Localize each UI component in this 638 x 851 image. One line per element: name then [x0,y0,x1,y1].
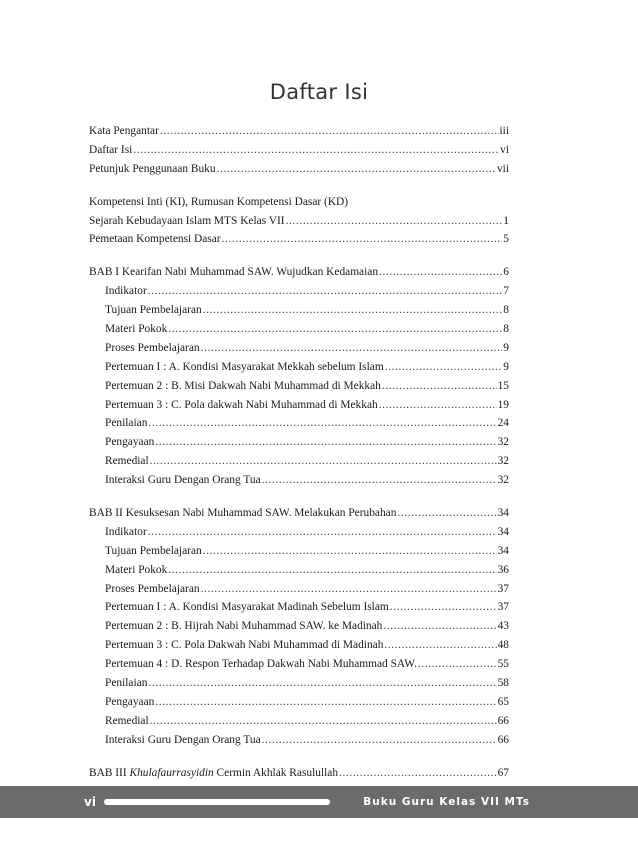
toc-entry-daftar-isi: Daftar Isi ..... vi [89,141,509,160]
toc-entry: Tujuan Pembelajaran ..... 8 [89,301,509,320]
toc-entry-petunjuk: Petunjuk Penggunaan Buku ..... vii [89,160,509,179]
toc-entry: Pertemuan 3 : C. Pola dakwah Nabi Muhammad di Mekkah ..... 19 [89,396,509,415]
toc-entry-bab-3: BAB III Khulafaurrasyidin Cermin Akhlak Rasulullah ..... 67 [89,764,509,783]
toc-entry: Interaksi Guru Dengan Orang Tua ..... 32 [89,471,509,490]
toc-entry: Pengayaan ..... 65 [89,693,509,712]
toc-entry: Remedial ..... 32 [89,452,509,471]
toc-entry: Pengayaan ..... 32 [89,433,509,452]
toc-entry: Tujuan Pembelajaran ..... 34 [89,542,509,561]
toc-entry-bab-1: BAB I Kearifan Nabi Muhammad SAW. Wujudkan Kedamaian ..... 6 [89,263,509,282]
table-of-contents [89,122,509,783]
toc-entry: Penilaian ..... 24 [89,414,509,433]
footer-decorative-bar [104,799,330,805]
footer-page-number: vi [84,795,96,809]
toc-entry: Pertemuan I : A. Kondisi Masyarakat Mekkah sebelum Islam ..... 9 [89,358,509,377]
toc-entry: Pertemuan I : A. Kondisi Masyarakat Madinah Sebelum Islam ..... 37 [89,598,509,617]
footer-book-title: Buku Guru Kelas VII MTs [363,796,530,808]
toc-entry: Penilaian ..... 58 [89,674,509,693]
toc-entry-kompetensi: Kompetensi Inti (KI), Rumusan Kompetensi Dasar (KD) [89,195,349,208]
toc-entry: Indikator ..... 34 [89,523,509,542]
page-footer [0,786,638,818]
toc-entry: Remedial ..... 66 [89,712,509,731]
toc-entry: Pertemuan 4 : D. Respon Terhadap Dakwah Nabi Muhammad SAW. ..... 55 [89,655,509,674]
toc-entry: Pertemuan 2 : B. Misi Dakwah Nabi Muhammad di Mekkah ..... 15 [89,377,509,396]
page-title: Daftar Isi [269,80,369,104]
toc-entry-bab-2: BAB II Kesuksesan Nabi Muhammad SAW. Melakukan Perubahan ..... 34 [89,504,509,523]
toc-entry-kata-pengantar: Kata Pengantar ..... iii [89,122,509,141]
toc-entry: Materi Pokok ..... 8 [89,320,509,339]
toc-entry: Interaksi Guru Dengan Orang Tua ..... 66 [89,731,509,750]
toc-entry: Proses Pembelajaran ..... 37 [89,580,509,599]
toc-entry: Materi Pokok ..... 36 [89,561,509,580]
toc-entry: Pertemuan 2 : B. Hijrah Nabi Muhammad SAW. ke Madinah ..... 43 [89,617,509,636]
toc-entry-sejarah: Sejarah Kebudayaan Islam MTS Kelas VII ..... 1 [89,212,509,231]
toc-entry: Indikator ..... 7 [89,282,509,301]
toc-entry: Pertemuan 3 : C. Pola Dakwah Nabi Muhammad di Madinah ..... 48 [89,636,509,655]
toc-entry: Proses Pembelajaran ..... 9 [89,339,509,358]
toc-entry-pemetaan: Pemetaan Kompetensi Dasar ..... 5 [89,230,509,249]
